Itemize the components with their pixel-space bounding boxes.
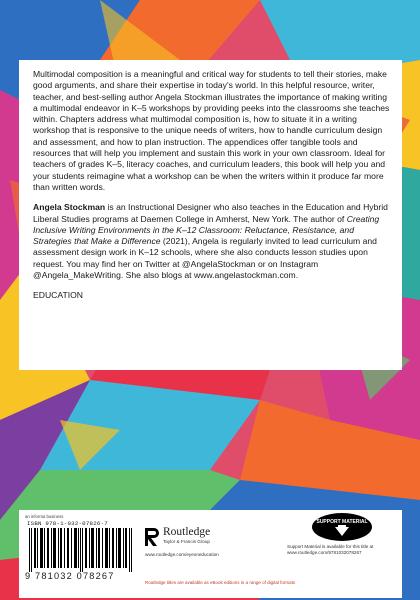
publisher-name: Routledge — [163, 526, 211, 538]
publisher-footer — [19, 510, 402, 598]
isbn-barcode — [25, 520, 137, 586]
support-material-text: Support Material is available for this title at www.routledge.com/9781032078267 — [287, 544, 374, 555]
book-description: Multimodal composition is a meaningful and critical way for students to tell their stories, make good arguments, and share their expertise in today's world. In this helpful resource, writer, teacher, and best-selling author Angela Stockman illustrates the importance of making writing a multimodal endeavor in K–5 workshops by providing peeks into the classrooms she teaches within. Chapters address what multimodal composition is, how to situate it in a writing workshop that is responsive to the unique needs of writers, how to handle curriculum design and assessment, and how to plan instruction. The appendices offer tangible tools and resources that will help you implement and sustain this work in your own classroom. Ideal for teachers of grades K–5, literacy coaches, and curriculum leaders, this book will help you and your students reimagine what a workshop can be when the writers within it produce far more than written words. — [33, 69, 390, 192]
informa-tagline: an informa business — [25, 514, 64, 519]
description-panel — [19, 60, 402, 370]
isbn-label: ISBN 978-1-032-07826-7 — [27, 520, 108, 527]
support-badge-text: SUPPORT MATERIAL — [316, 519, 368, 525]
author-name: Angela Stockman — [33, 202, 106, 213]
publisher-group: Taylor & Francis Group — [163, 539, 210, 544]
support-material — [287, 512, 397, 572]
barcode-icon — [25, 528, 137, 572]
ebook-availability-note: Routledge titles are available as eBook editions in a range of digital formats — [145, 580, 296, 585]
barcode-digits: 9 781032 078267 — [25, 571, 115, 581]
routledge-logo-icon — [145, 526, 159, 548]
author-bio — [33, 202, 390, 281]
subject-category: EDUCATION — [33, 290, 83, 301]
support-material-badge-icon — [311, 512, 373, 542]
author-bio-text-b: (2021), Angela is regularly invited to lead curriculum and assessment design work in K–12 schools, where she also conducts lesson studies upon request. You may find her on Twitter at @AngelaStockman or on Instagram @Angela_MakeWriting. She also blogs at www.angelastockman.com. — [33, 236, 377, 281]
author-bio-text-a: is an Instructional Designer who also teaches in the Education and Hybrid Liberal Studies programs at Daemen College in Amherst, New York. The author of — [33, 202, 388, 224]
publisher-url[interactable]: www.routledge.com/eyeoneducation — [145, 552, 219, 557]
other-book-title: Creating Inclusive Writing Environments in the K–12 Classroom: Reluctance, Resistance, and Strategies that Make a Difference — [33, 213, 380, 247]
publisher-block — [145, 526, 257, 566]
